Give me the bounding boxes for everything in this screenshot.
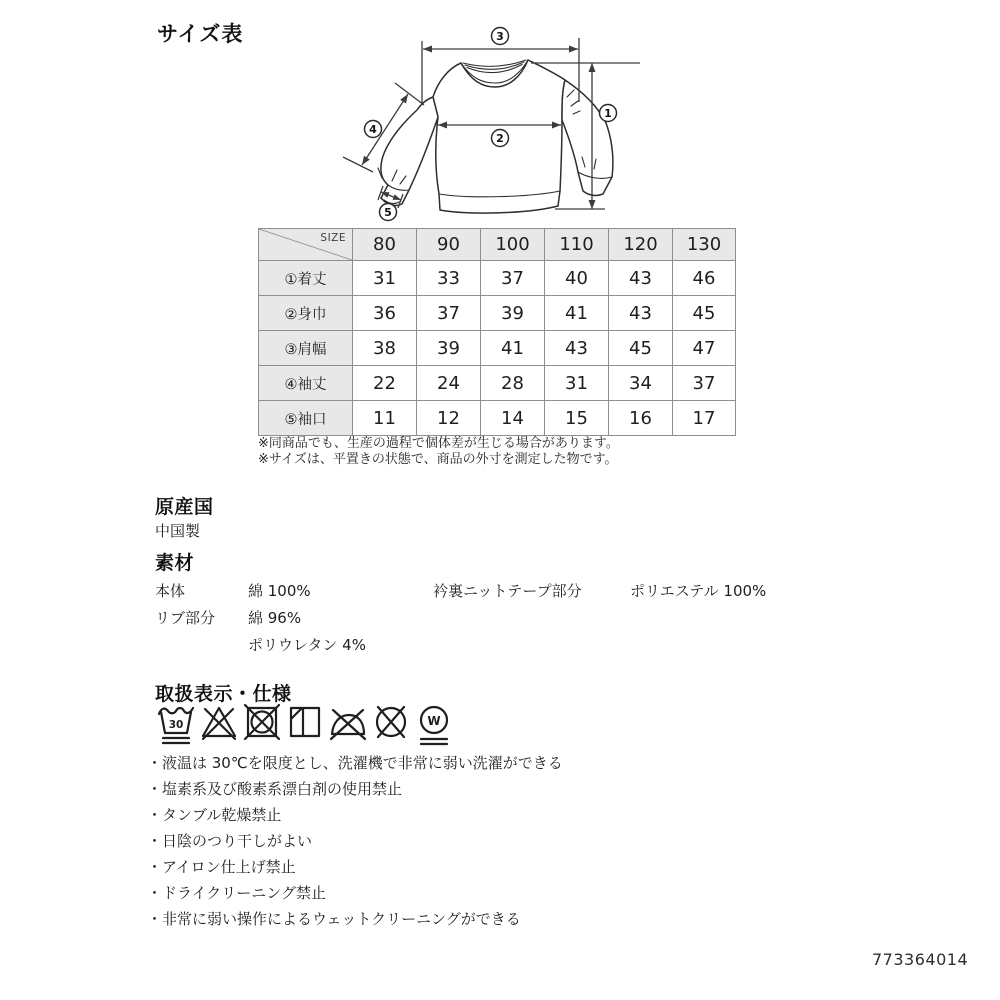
size-value-cell: 12 — [417, 401, 481, 436]
row-label: ③肩幅 — [259, 331, 353, 366]
size-value-cell: 31 — [545, 366, 609, 401]
size-value-cell: 15 — [545, 401, 609, 436]
material-part: 本体 — [155, 582, 186, 600]
origin-value: 中国製 — [155, 522, 201, 540]
corner-size-label: SIZE — [320, 232, 346, 244]
size-value-cell: 45 — [609, 331, 673, 366]
size-note-line: ※サイズは、平置きの状態で、商品の外寸を測定した物です。 — [258, 451, 618, 467]
care-instruction: ・ドライクリーニング禁止 — [147, 884, 326, 902]
size-value-cell: 43 — [545, 331, 609, 366]
size-value-cell: 16 — [609, 401, 673, 436]
size-value-cell: 14 — [481, 401, 545, 436]
size-value-cell: 38 — [353, 331, 417, 366]
size-value-cell: 39 — [417, 331, 481, 366]
size-value-cell: 11 — [353, 401, 417, 436]
table-row — [259, 366, 736, 401]
size-table-corner — [259, 229, 353, 261]
size-value-cell: 43 — [609, 261, 673, 296]
size-table — [258, 228, 736, 436]
row-label: ⑤袖口 — [259, 401, 353, 436]
no-dry-clean-icon — [371, 703, 411, 749]
table-row — [259, 331, 736, 366]
material-part: 衿裏ニットテープ部分 — [433, 582, 582, 600]
label-4: 4 — [369, 123, 377, 136]
label-1: 1 — [604, 107, 612, 120]
size-value-cell: 43 — [609, 296, 673, 331]
size-value-cell: 41 — [481, 331, 545, 366]
material-composition: 綿 100% — [248, 582, 311, 600]
size-value-cell: 34 — [609, 366, 673, 401]
row-label: ④袖丈 — [259, 366, 353, 401]
care-heading: 取扱表示・仕様 — [155, 683, 292, 705]
care-instructions-list — [147, 750, 563, 932]
wash-30-very-gentle-icon — [156, 703, 196, 749]
table-row — [259, 296, 736, 331]
size-notes — [258, 436, 619, 467]
size-value-cell: 45 — [673, 296, 736, 331]
size-value-cell: 40 — [545, 261, 609, 296]
size-value-cell: 33 — [417, 261, 481, 296]
wet-clean-letter: W — [427, 714, 441, 728]
size-value-cell: 37 — [481, 261, 545, 296]
size-value-cell: 47 — [673, 331, 736, 366]
size-value-cell: 46 — [673, 261, 736, 296]
size-value-cell: 31 — [353, 261, 417, 296]
size-note-line: ※同商品でも、生産の過程で個体差が生じる場合があります。 — [258, 436, 619, 451]
size-column-header: 80 — [353, 229, 417, 261]
materials-heading: 素材 — [155, 552, 195, 574]
care-instruction: ・タンブル乾燥禁止 — [147, 806, 282, 824]
size-value-cell: 39 — [481, 296, 545, 331]
product-code: 773364014 — [872, 950, 969, 969]
origin-heading: 原産国 — [155, 496, 214, 518]
size-value-cell: 36 — [353, 296, 417, 331]
care-symbols-row — [156, 703, 454, 749]
material-part: リブ部分 — [155, 609, 216, 627]
size-value-cell: 17 — [673, 401, 736, 436]
label-2: 2 — [496, 132, 504, 145]
care-instruction: ・塩素系及び酸素系漂白剤の使用禁止 — [147, 780, 403, 798]
table-row — [259, 261, 736, 296]
no-iron-icon — [328, 703, 368, 749]
garment-diagram — [335, 20, 667, 226]
line-dry-in-shade-icon — [285, 703, 325, 749]
material-composition: ポリウレタン 4% — [248, 636, 366, 654]
size-column-header: 130 — [673, 229, 736, 261]
size-value-cell: 24 — [417, 366, 481, 401]
left-sleeve — [381, 97, 438, 206]
size-column-header: 90 — [417, 229, 481, 261]
row-label: ②身巾 — [259, 296, 353, 331]
size-value-cell: 28 — [481, 366, 545, 401]
size-value-cell: 37 — [673, 366, 736, 401]
label-5: 5 — [384, 206, 392, 219]
material-composition: 綿 96% — [248, 609, 302, 627]
care-instruction: ・日陰のつり干しがよい — [147, 832, 313, 850]
no-bleach-icon — [199, 703, 239, 749]
table-row — [259, 401, 736, 436]
label-3: 3 — [496, 30, 504, 43]
wet-clean-very-gentle-icon — [414, 703, 454, 749]
care-instruction: ・非常に弱い操作によるウェットクリーニングができる — [147, 910, 521, 928]
page-title: サイズ表 — [157, 22, 244, 46]
size-value-cell: 41 — [545, 296, 609, 331]
size-value-cell: 22 — [353, 366, 417, 401]
size-value-cell: 37 — [417, 296, 481, 331]
wash-temperature-label: 30 — [168, 719, 184, 731]
size-column-header: 110 — [545, 229, 609, 261]
material-composition: ポリエステル 100% — [630, 582, 767, 600]
no-tumble-dry-icon — [242, 703, 282, 749]
row-label: ①着丈 — [259, 261, 353, 296]
size-column-header: 120 — [609, 229, 673, 261]
care-instruction: ・アイロン仕上げ禁止 — [147, 858, 296, 876]
size-column-header: 100 — [481, 229, 545, 261]
care-instruction: ・液温は 30℃を限度とし、洗濯機で非常に弱い洗濯ができる — [147, 754, 563, 772]
